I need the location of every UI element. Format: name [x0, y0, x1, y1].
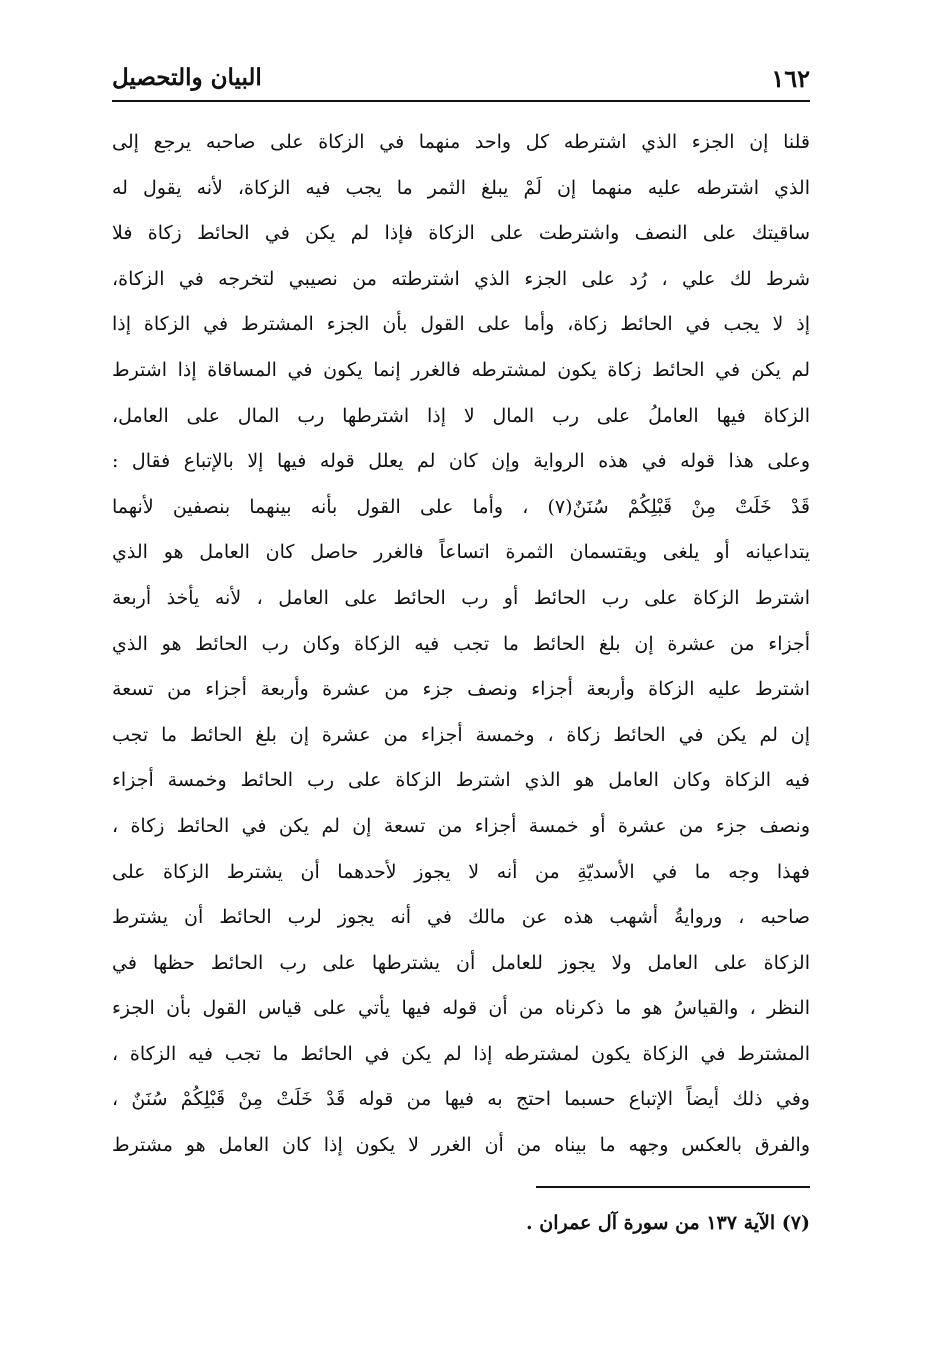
text-line: اشترط الزكاة على رب الحائط أو رب الحائط على العامل ، لأنه يأخذ أربعة: [112, 586, 810, 609]
text-line: الذي اشترطه عليه منهما إن لَمْ يبلغ الثمر ما يجب فيه الزكاة، لأنه يقول له: [112, 176, 810, 199]
page-number: ١٦٢: [771, 64, 810, 93]
text-line: النظر ، والقياسُ هو ما ذكرناه من أن قوله فيها يأتي على قياس القول بأن الجزء: [112, 997, 810, 1020]
text-line: لم يكن في الحائط زكاة يكون لمشترطه فالغرر إنما يكون في المساقاة إذا اشترط: [112, 358, 810, 381]
footnote: (٧) الآية ١٣٧ من سورة آل عمران .: [526, 1212, 810, 1234]
text-line: إن لم يكن في الحائط زكاة ، وخمسة أجزاء من عشرة إن بلغ الحائط ما تجب: [112, 723, 810, 746]
text-line: شرط لك علي ، رُد على الجزء الذي اشترطته من نصيبي لتخرجه في الزكاة،: [112, 267, 810, 290]
text-line: قَدْ خَلَتْ مِنْ قَبْلِكُمْ سُنَنٌ(٧) ، وأما على القول بأنه بينهما بنصفين لأنهما: [112, 495, 810, 518]
text-line: وعلى هذا قوله في هذه الرواية وإن كان لم يعلل قوله فيها إلا بالإتباع فقال :: [112, 450, 810, 473]
text-line: يتداعيانه أو يلغى ويقتسمان الثمرة اتساعاً فالغرر حاصل كان العامل هو الذي: [112, 541, 810, 564]
running-title: البيان والتحصيل: [112, 64, 262, 91]
text-line: الزكاة على العامل ولا يجوز للعامل أن يشترطها على رب الحائط حظها في: [112, 951, 810, 974]
text-line: أجزاء من عشرة إن بلغ الحائط ما تجب فيه الزكاة وكان رب الحائط هو الذي: [112, 632, 810, 655]
text-line: اشترط عليه الزكاة وأربعة أجزاء ونصف جزء من عشرة وأربعة أجزاء من تسعة: [112, 678, 810, 701]
page-header: [112, 58, 810, 96]
footnote-rule: [536, 1186, 810, 1188]
text-line: ساقيتك على النصف واشترطت على الزكاة فإذا لم يكن في الحائط زكاة فلا: [112, 222, 810, 245]
text-line: إذ لا يجب في الحائط زكاة، وأما على القول بأن الجزء المشترط في الزكاة إذا: [112, 313, 810, 336]
text-line: فهذا وجه ما في الأسديّةِ من أنه لا يجوز لأحدهما أن يشترط الزكاة على: [112, 860, 810, 883]
main-text: [112, 120, 810, 1169]
text-line: الزكاة فيها العاملُ على رب المال لا إذا اشترطها رب المال على العامل،: [112, 404, 810, 427]
text-line: صاحبه ، وروايةُ أشهب هذه عن مالك في أنه يجوز لرب الحائط أن يشترط: [112, 906, 810, 929]
text-line: قلنا إن الجزء الذي اشترطه كل واحد منهما في الزكاة على صاحبه يرجع إلى: [112, 131, 810, 153]
text-line: والفرق بالعكس وجهه ما بيناه من أن الغرر لا يكون إذا كان العامل هو مشترط: [112, 1134, 810, 1157]
text-line: ونصف جزء من عشرة أو خمسة أجزاء من تسعة إن لم يكن في الحائط زكاة ،: [112, 814, 810, 837]
text-line: فيه الزكاة وكان العامل هو الذي اشترط الزكاة على رب الحائط وخمسة أجزاء: [112, 769, 810, 792]
header-rule: [112, 100, 810, 102]
text-line: وفي ذلك أيضاً الإتباع حسبما احتج به فيها من قوله قَدْ خَلَتْ مِنْ قَبْلِكُمْ سُنَنٌ ،: [112, 1088, 810, 1111]
text-line: المشترط في الزكاة يكون لمشترطه إذا لم يكن في الحائط ما تجب فيه الزكاة ،: [112, 1042, 810, 1065]
